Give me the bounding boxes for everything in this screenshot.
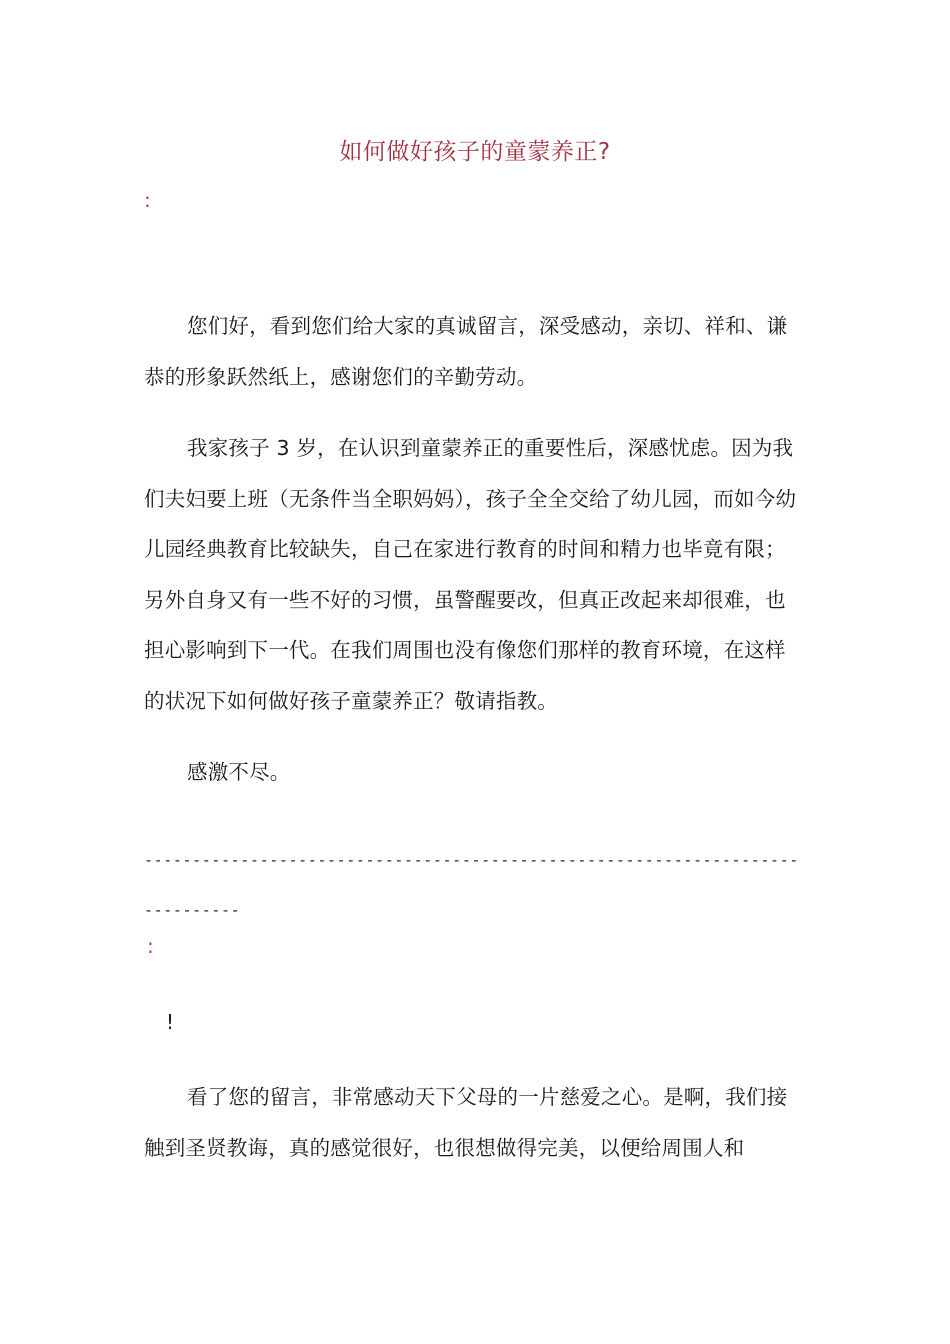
paragraph-thanks: 感激不尽。 [187, 760, 291, 784]
answer-marker-colon: : [144, 188, 151, 212]
section-divider: ------------------------------------------------------------------------------ [144, 851, 799, 919]
document-title: 如何做好孩子的童蒙养正? [339, 139, 611, 165]
reply-marker-colon: : [147, 934, 154, 958]
reply-salutation: ! [166, 1010, 175, 1034]
paragraph-question: 我家孩子 3 岁，在认识到童蒙养正的重要性后，深感忧虑。因为我们夫妇要上班（无条件当全职妈妈），孩子全全交给了幼儿园，而如今幼儿园经典教育比较缺失，自己在家进行教育的时间和精力也毕竟有限；另外自身又有一些不好的习惯，虽警醒要改，但真正改起来却很难，也担心影响到下一代。在我们周围也没有像您们那样的教育环境，在这样的状况下如何做好孩子童蒙养正？敬请指教。 [144, 436, 797, 713]
paragraph-reply: 看了您的留言，非常感动天下父母的一片慈爱之心。是啊，我们接触到圣贤教诲，真的感觉很好，也很想做得完美，以便给周围人和 [144, 1085, 788, 1160]
paragraph-greeting: 您们好，看到您们给大家的真诚留言，深受感动，亲切、祥和、谦恭的形象跃然纸上，感谢您们的辛勤劳动。 [144, 314, 788, 389]
